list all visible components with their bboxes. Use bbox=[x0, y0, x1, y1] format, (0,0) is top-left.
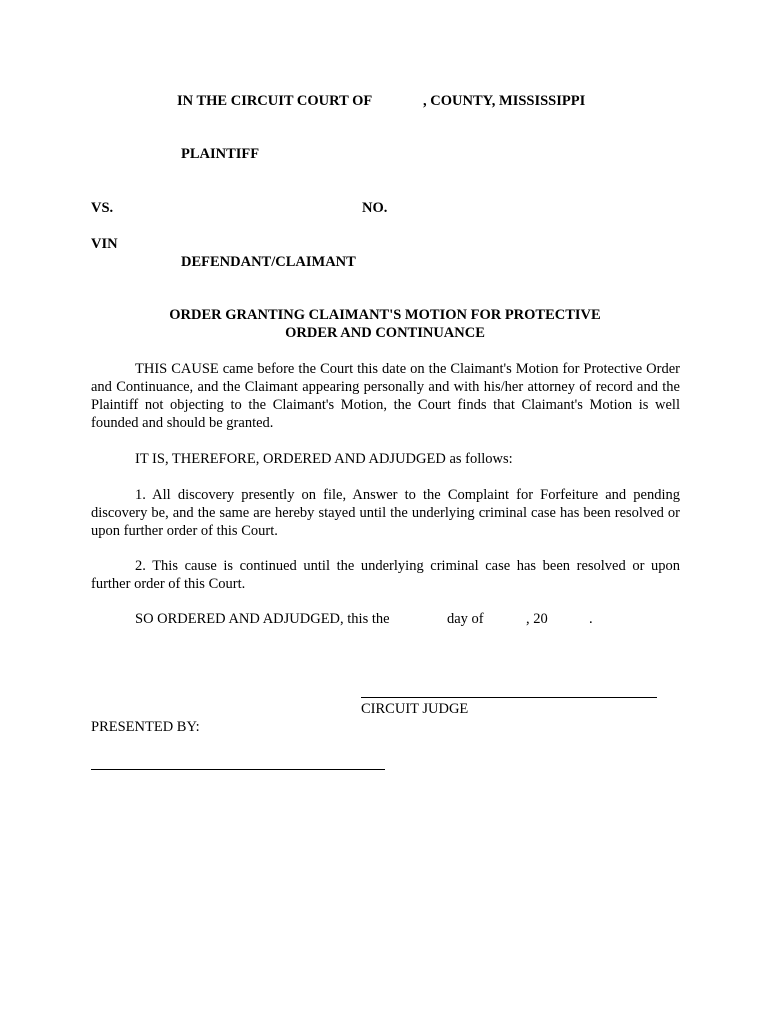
court-name-suffix: , COUNTY, MISSISSIPPI bbox=[423, 93, 586, 109]
versus-label: VS. bbox=[91, 200, 114, 216]
presenter-signature-line bbox=[91, 769, 385, 770]
cause-paragraph: THIS CAUSE came before the Court this date on the Claimant's Motion for Protective Order and Continuance, and the Claimant appearing personally and with his/her attorney of record and the Plaintiff not objecting to the Claimant's Motion, the Court finds that Claimant's Motion is well founded and should be granted. bbox=[91, 361, 680, 431]
day-of-text: day of bbox=[447, 611, 484, 627]
presented-by-label: PRESENTED BY: bbox=[91, 719, 200, 735]
court-name-prefix: IN THE CIRCUIT COURT OF bbox=[177, 93, 373, 109]
defendant-claimant-label: DEFENDANT/CLAIMANT bbox=[181, 254, 356, 270]
ordered-intro: IT IS, THEREFORE, ORDERED AND ADJUDGED as follows: bbox=[135, 451, 513, 467]
vin-label: VIN bbox=[91, 236, 118, 252]
judge-signature-line bbox=[361, 697, 657, 698]
order-title-line-1: ORDER GRANTING CLAIMANT'S MOTION FOR PROTECTIVE bbox=[169, 307, 601, 323]
plaintiff-label: PLAINTIFF bbox=[181, 146, 260, 162]
order-item-2: 2. This cause is continued until the underlying criminal case has been resolved or upon further order of this Court. bbox=[91, 558, 680, 592]
order-item-1: 1. All discovery presently on file, Answer to the Complaint for Forfeiture and pending discovery be, and the same are hereby stayed until the underlying criminal case has been resolved or upon further order of this Court. bbox=[91, 487, 680, 539]
case-number-label: NO. bbox=[362, 200, 388, 216]
year-prefix-text: , 20 bbox=[526, 611, 548, 627]
order-title-line-2: ORDER AND CONTINUANCE bbox=[285, 325, 485, 341]
circuit-judge-label: CIRCUIT JUDGE bbox=[361, 701, 469, 717]
date-period: . bbox=[589, 611, 593, 627]
so-ordered-text: SO ORDERED AND ADJUDGED, this the bbox=[135, 611, 390, 627]
